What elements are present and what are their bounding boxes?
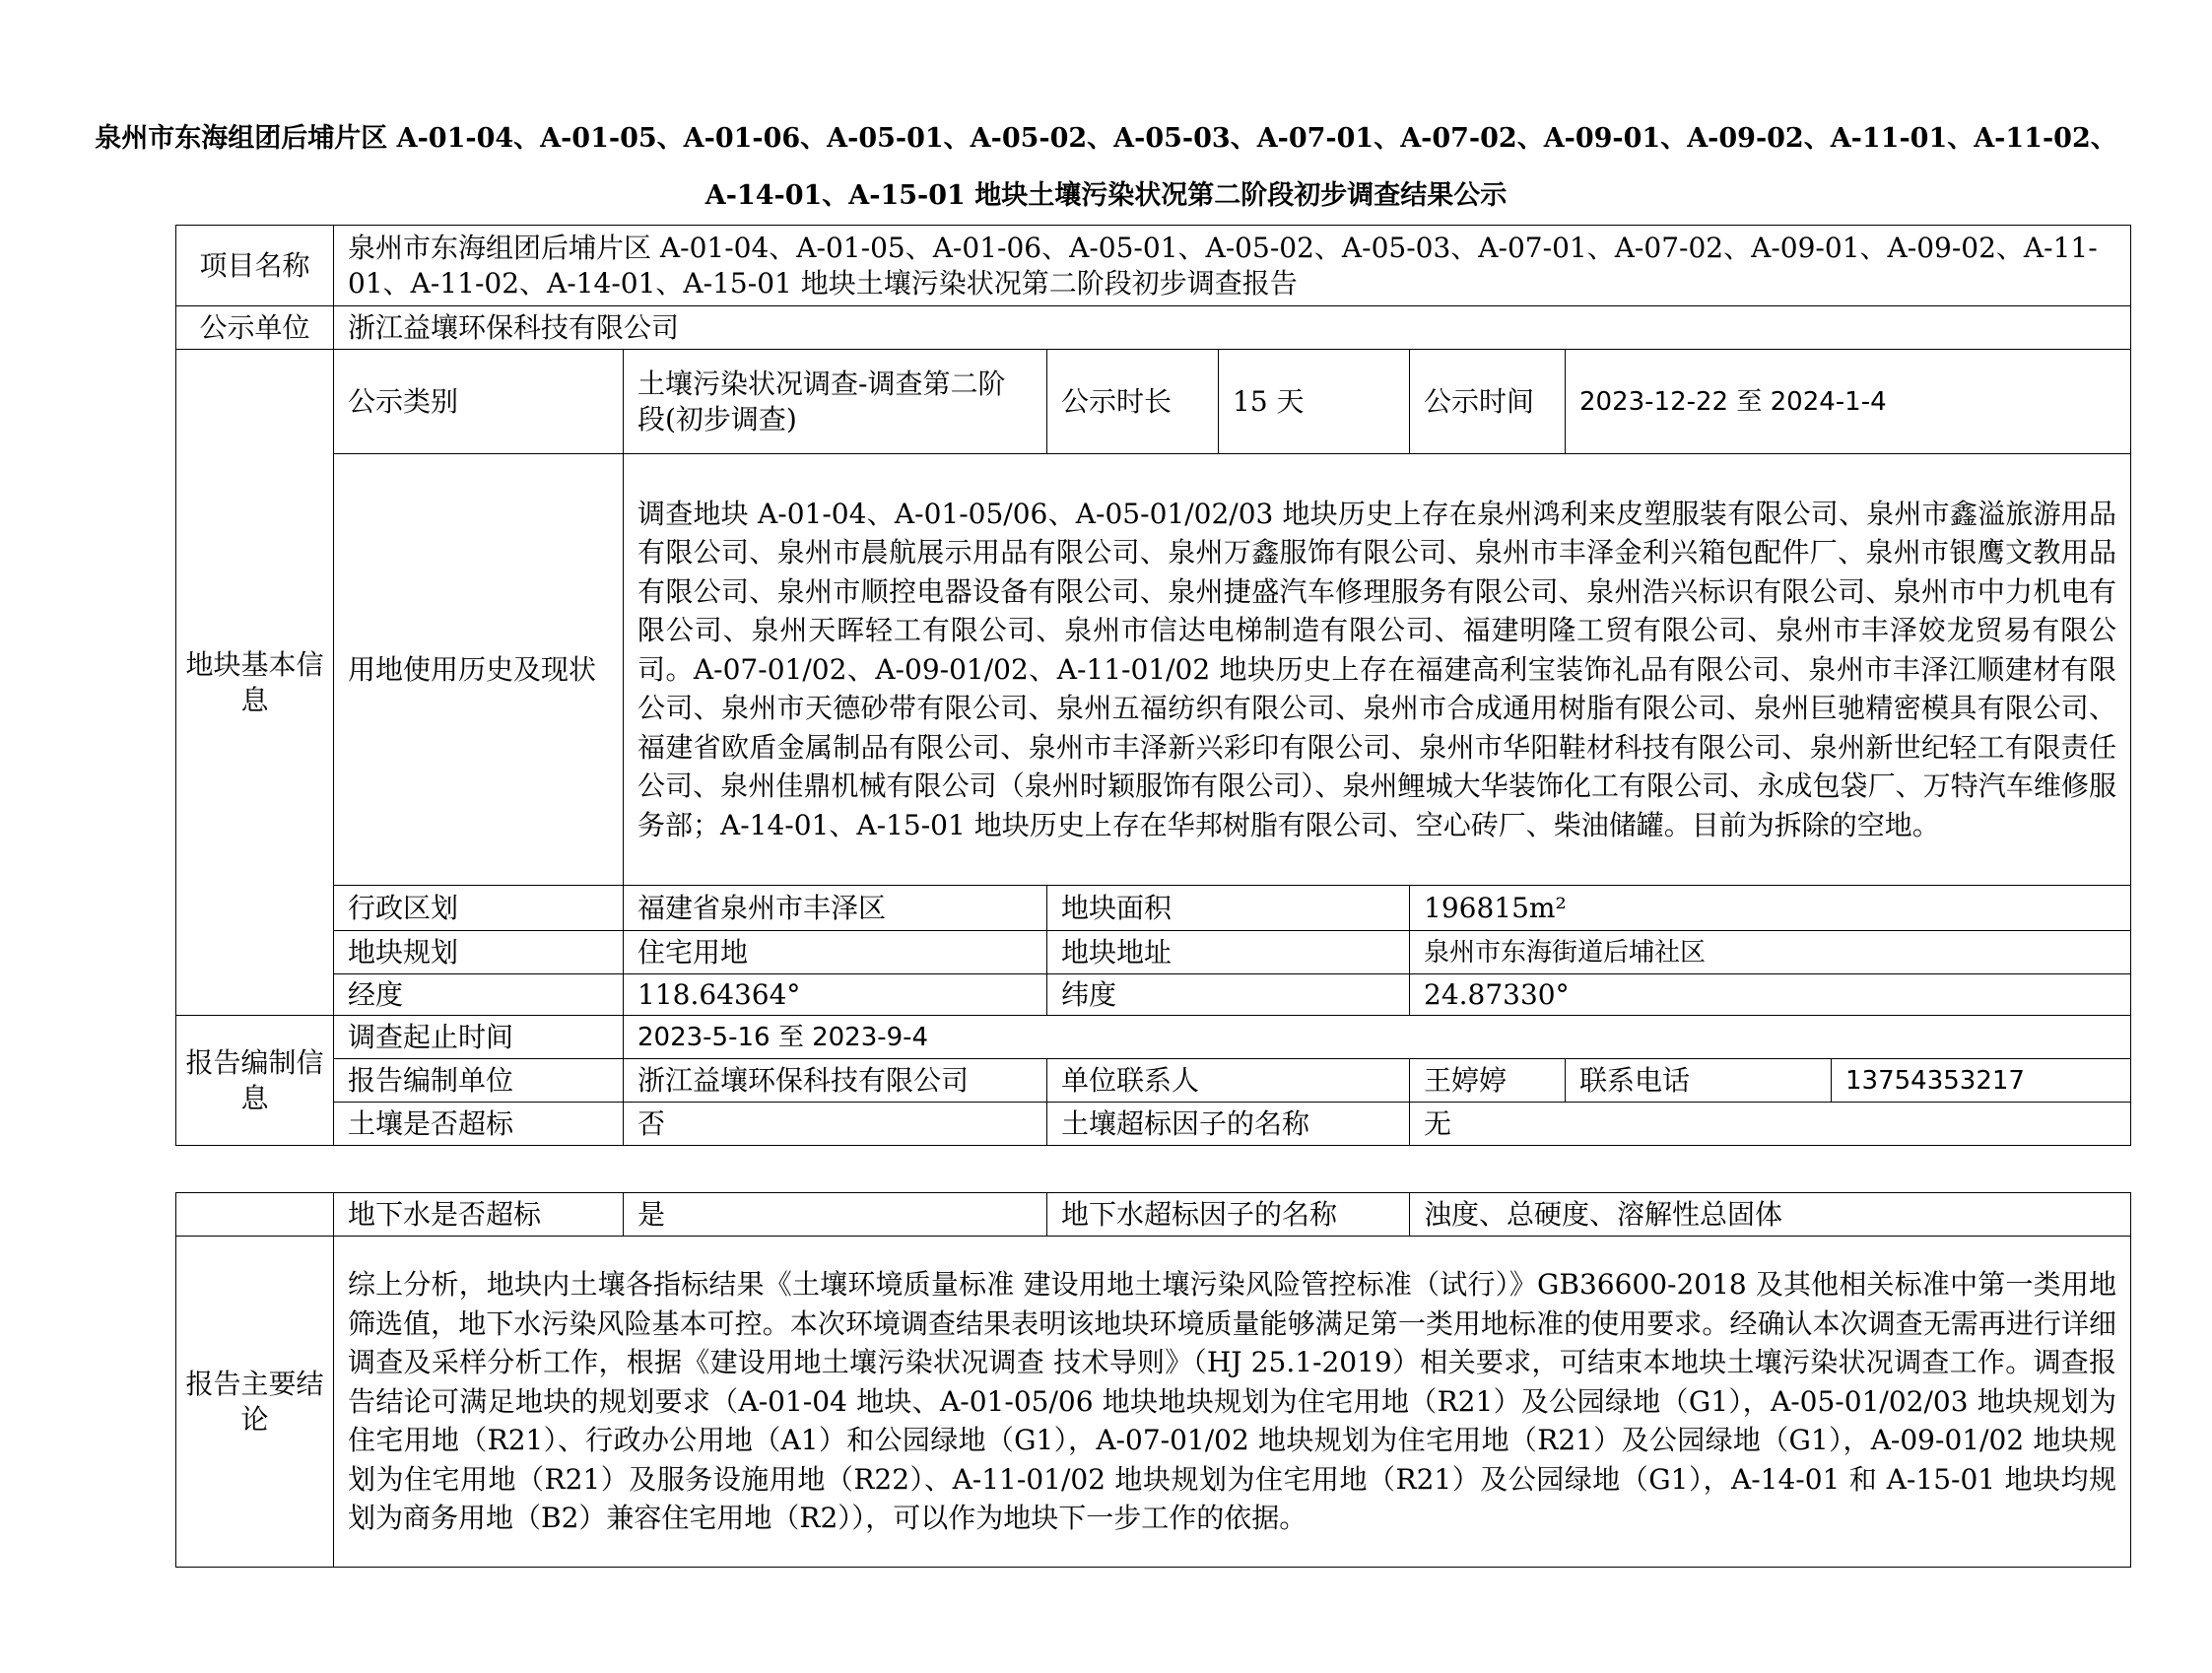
report-unit-value: 浙江益壤环保科技有限公司 [624,1059,1047,1103]
publisher-row [176,306,2131,350]
conclusion-label: 报告主要结论 [176,1237,334,1568]
groundwater-exceed-value: 是 [624,1193,1047,1237]
longitude-label: 经度 [334,974,624,1016]
latitude-value: 24.87330° [1410,974,2131,1016]
publisher-value: 浙江益壤环保科技有限公司 [334,306,2131,350]
soil-exceed-value: 否 [624,1103,1047,1146]
publicity-row [176,350,2131,454]
longitude-value: 118.64364° [624,974,1047,1016]
land-area-value: 196815m² [1410,886,2131,931]
survey-period-label: 调查起止时间 [334,1016,624,1059]
survey-period-value: 2023-5-16 至 2023-9-4 [624,1016,2131,1059]
soil-factor-label: 土壤超标因子的名称 [1047,1103,1410,1146]
project-name-label: 项目名称 [176,226,334,306]
soil-exceed-label: 土壤是否超标 [334,1103,624,1146]
publicity-type-label: 公示类别 [334,350,624,454]
report-info-section-label: 报告编制信息 [176,1016,334,1146]
contact-person-label: 单位联系人 [1047,1059,1410,1103]
conclusion-text: 综上分析，地块内土壤各指标结果《土壤环境质量标准 建设用地土壤污染风险管控标准（试行）》GB36600-2018 及其他相关标准中第一类用地筛选值，地下水污染风险基本可控。本次环境调查结果表明该地块环境质量能够满足第一类用地标准的使用要求。经确认本次调查无需再进行详细调查及采样分析工作，根据《建设用地土壤污染状况调查 技术导则》（HJ 25.1-2019）相关要求，可结束本地块土壤污染状况调查工作。调查报告结论可满足地块的规划要求（A-01-04 地块、A-01-05/06 地块地块规划为住宅用地（R21）及公园绿地（G1），A-05-01/02/03 地块规划为住宅用地（R21）、行政办公用地（A1）和公园绿地（G1），A-07-01/02 地块规划为住宅用地（R21）及公园绿地（G1），A-09-01/02 地块规划为住宅用地（R21）及服务设施用地（R22）、A-11-01/02 地块规划为住宅用地（R21）及公园绿地（G1），A-14-01 和 A-15-01 地块均规划为商务用地（B2）兼容住宅用地（R2）），可以作为地块下一步工作的依据。 [334,1237,2131,1568]
document-title-line-2: A-14-01、A-15-01 地块土壤污染状况第二阶段初步调查结果公示 [704,180,1508,211]
district-label: 行政区划 [334,886,624,931]
district-row [176,886,2131,931]
basic-info-section-label: 地块基本信息 [176,350,334,1016]
report-unit-label: 报告编制单位 [334,1059,624,1103]
contact-person-value: 王婷婷 [1410,1059,1566,1103]
publicity-time-label: 公示时间 [1410,350,1566,454]
land-area-label: 地块面积 [1047,886,1410,931]
publicity-time-value: 2023-12-22 至 2024-1-4 [1566,350,2131,454]
survey-period-row [176,1016,2131,1059]
phone-label: 联系电话 [1566,1059,1832,1103]
publicity-type-value: 土壤污染状况调查-调查第二阶段(初步调查) [624,350,1047,454]
district-value: 福建省泉州市丰泽区 [624,886,1047,931]
soil-factor-value: 无 [1410,1103,2131,1146]
land-address-value: 泉州市东海街道后埔社区 [1410,931,2131,974]
land-address-label: 地块地址 [1047,931,1410,974]
groundwater-factor-label: 地下水超标因子的名称 [1047,1193,1410,1237]
conclusion-table [175,1192,2131,1568]
land-plan-value: 住宅用地 [624,931,1047,974]
publisher-label: 公示单位 [176,306,334,350]
conclusion-row [176,1237,2131,1568]
phone-value: 13754353217 [1832,1059,2131,1103]
main-info-table [175,225,2131,1146]
coordinates-row [176,974,2131,1016]
groundwater-exceed-label: 地下水是否超标 [334,1193,624,1237]
land-history-value: 调查地块 A-01-04、A-01-05/06、A-05-01/02/03 地块历史上存在泉州鸿利来皮塑服装有限公司、泉州市鑫溢旅游用品有限公司、泉州市晨航展示用品有限公司、泉州万鑫服饰有限公司、泉州市丰泽金利兴箱包配件厂、泉州市银鹰文教用品有限公司、泉州市顺控电器设备有限公司、泉州捷盛汽车修理服务有限公司、泉州浩兴标识有限公司、泉州市中力机电有限公司、泉州天晖轻工有限公司、泉州市信达电梯制造有限公司、福建明隆工贸有限公司、泉州市丰泽姣龙贸易有限公司。A-07-01/02、A-09-01/02、A-11-01/02 地块历史上存在福建高利宝装饰礼品有限公司、泉州市丰泽江顺建材有限公司、泉州市天德砂带有限公司、泉州五福纺织有限公司、泉州市合成通用树脂有限公司、泉州巨驰精密模具有限公司、福建省欧盾金属制品有限公司、泉州市丰泽新兴彩印有限公司、泉州市华阳鞋材科技有限公司、泉州新世纪轻工有限责任公司、泉州佳鼎机械有限公司（泉州时颖服饰有限公司）、泉州鲤城大华装饰化工有限公司、永成包袋厂、万特汽车维修服务部；A-14-01、A-15-01 地块历史上存在华邦树脂有限公司、空心砖厂、柴油储罐。目前为拆除的空地。 [624,454,2131,886]
soil-exceed-row [176,1103,2131,1146]
land-plan-label: 地块规划 [334,931,624,974]
document-title-line-1: 泉州市东海组团后埔片区 A-01-04、A-01-05、A-01-06、A-05-01、A-05-02、A-05-03、A-07-01、A-07-02、A-09-01、A-09-02、A-11-01、A-11-02、 [95,123,2117,154]
project-name-value: 泉州市东海组团后埔片区 A-01-04、A-01-05、A-01-06、A-05-01、A-05-02、A-05-03、A-07-01、A-07-02、A-09-01、A-09-02、A-11-01、A-11-02、A-14-01、A-15-01 地块土壤污染状况第二阶段初步调查报告 [334,226,2131,306]
project-row [176,226,2131,306]
plan-row [176,931,2131,974]
report-unit-row [176,1059,2131,1103]
publicity-duration-label: 公示时长 [1047,350,1219,454]
publicity-duration-value: 15 天 [1219,350,1410,454]
history-row [176,454,2131,886]
groundwater-row [176,1193,2131,1237]
land-history-label: 用地使用历史及现状 [334,454,624,886]
latitude-label: 纬度 [1047,974,1410,1016]
groundwater-factor-value: 浊度、总硬度、溶解性总固体 [1410,1193,2131,1237]
